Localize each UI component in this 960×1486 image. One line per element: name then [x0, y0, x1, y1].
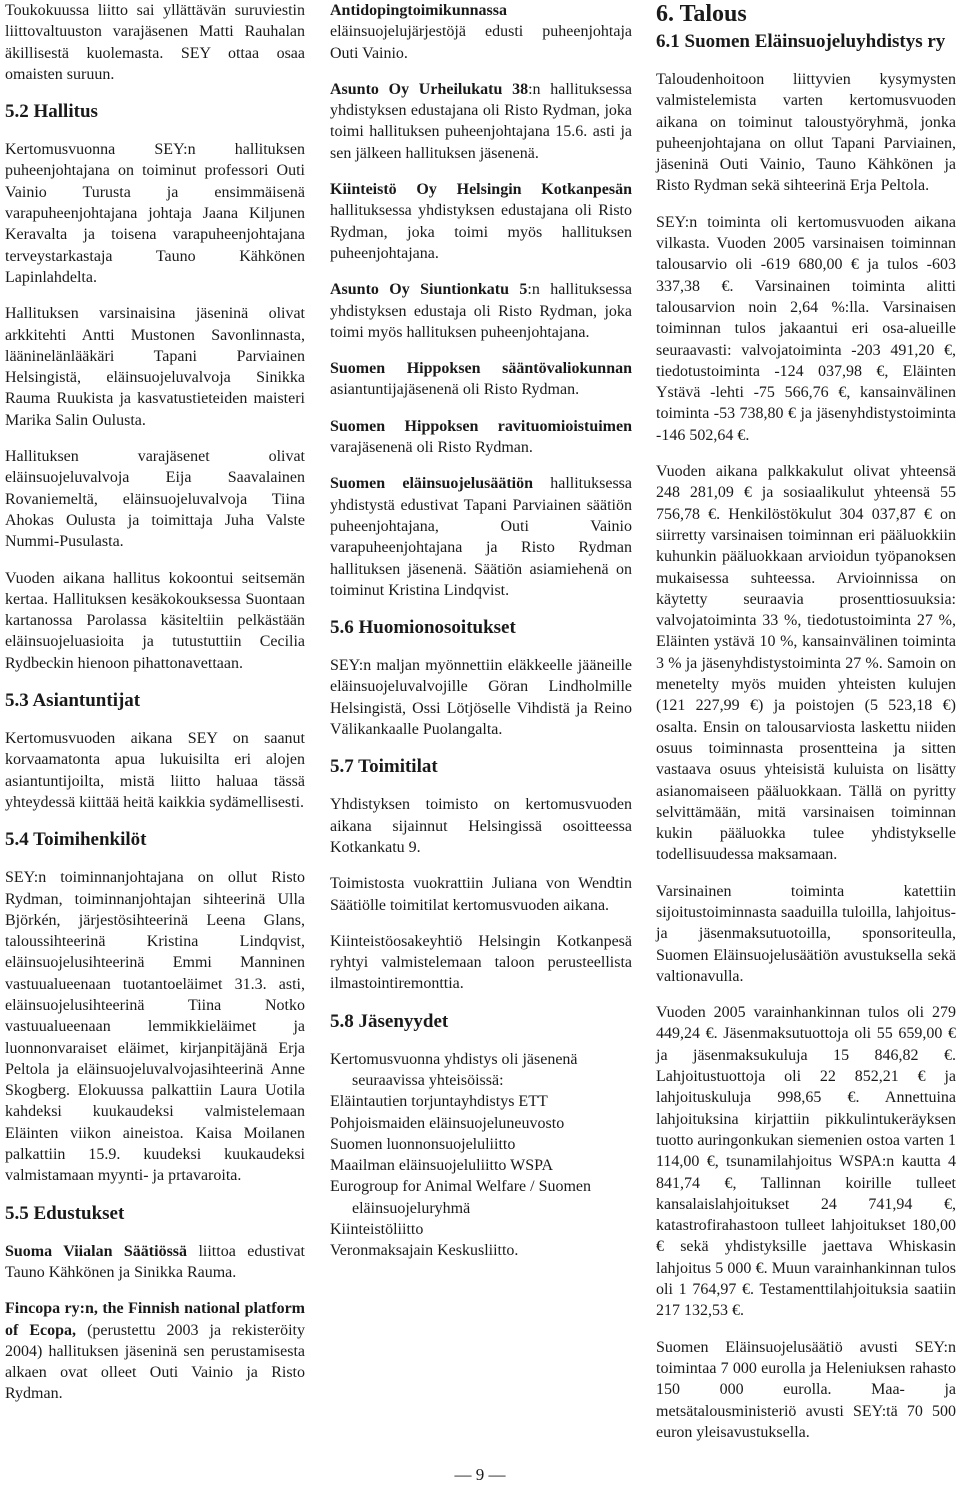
lead-text: Asunto Oy Urheilukatu 38 — [330, 80, 529, 98]
heading-hallitus: 5.2 Hallitus — [5, 101, 98, 123]
body-text: :n hallituksessa yhdistyksen edustajana oli Risto Rydman, joka toimi hallituksen puheenjohtajana 15.6. asti ja sen jälkeen hallituksen jäsenenä. — [330, 80, 633, 162]
foundation-paragraph — [330, 473, 632, 601]
body-text: hallituksessa yhdistyksen edustajana oli Risto Rydman, joka toimi myös hallituksen puheenjohtajana. — [330, 202, 632, 262]
list-item: Pohjoismaiden eläinsuojeluneuvosto — [330, 1114, 565, 1132]
column-right — [656, 0, 956, 1458]
lead-text: Suomen Hippoksen ravituomioistuimen — [330, 417, 632, 435]
heading-edustukset: 5.5 Edustukset — [5, 1202, 125, 1224]
heading-sey-finance: 6.1 Suomen Eläinsuojeluyhdistys ry — [656, 31, 946, 52]
renovation-paragraph: Kiinteistöosakeyhtiö Helsingin Kotkanpesä ryhtyi valmistelemaan taloon perusteellista ilmastointiremonttia. — [330, 932, 632, 993]
board-meetings-paragraph: Vuoden aikana hallitus kokoontui seitsemän kertaa. Hallituksen kesäkokouksessa Suontaan kartanossa Parolassa käsiteltiin pelkästään eläinsuojeluasioita ja tutustuttiin Cecilia Rydbeckin hienoon pihattonavettaan. — [5, 569, 305, 672]
list-item: Eurogroup for Animal Welfare / Suomen eläinsuojeluryhmä — [330, 1178, 592, 1217]
office-location-paragraph: Yhdistyksen toimisto on kertomusvuoden aikana sijainnut Helsingissä osoitteessa Kotkankatu 9. — [330, 796, 632, 856]
memberships-list — [330, 1049, 632, 1262]
lead-text: Antidopingtoimikunnassa — [330, 2, 507, 19]
representation-fincopa-paragraph — [5, 1298, 305, 1404]
office-rental-paragraph: Toimistosta vuokrattiin Juliana von Wendtin Säätiölle toimitilat kertomusvuoden aikana. — [330, 875, 632, 914]
lead-text: Asunto Oy Siuntionkatu 5 — [330, 281, 528, 299]
column-middle — [330, 0, 632, 1262]
page-number: — 9 — — [454, 1465, 506, 1484]
urheilukatu-paragraph — [330, 79, 632, 164]
list-item: Suomen luonnonsuojeluliitto — [330, 1135, 516, 1153]
heading-talous: 6. Talous — [656, 1, 747, 27]
body-text: eläinsuojelujärjestöjä edusti puheenjohtaja Outi Vainio. — [330, 23, 632, 62]
lead-text: Kiinteistö Oy Helsingin Kotkanpesän — [330, 181, 632, 199]
heading-toimihenkilot: 5.4 Toimihenkilöt — [5, 829, 147, 851]
body-text: :n hallituksessa yhdistyksen edustaja oli Risto Rydman, joka toimi myös hallituksen puheenjohtajana. — [330, 281, 632, 341]
heading-toimitilat: 5.7 Toimitilat — [330, 756, 438, 778]
lead-text: Fincopa ry:n, the Finnish national platform of Ecopa, — [5, 1300, 305, 1339]
list-item: Eläintautien torjuntayhdistys ETT — [330, 1093, 548, 1111]
heading-huomionosoitukset: 5.6 Huomionosoitukset — [330, 617, 516, 639]
board-deputies-paragraph: Hallituksen varajäsenet olivat eläinsuojeluvalvoja Eija Saavalainen Rovaniemeltä, eläinsuojeluvalvoja Tiina Ahokas Oulusta ja toimittaja Juha Valste Nummi-Pusulasta. — [5, 448, 305, 551]
body-text: hallituksessa yhdistystä edustivat Tapani Parviainen säätiön puheenjohtajana, Outi Vainio varapuheenjohtajana ja Risto Rydman hallituksen jäsenenä. Säätiön asiamiehenä on toiminut Kristina Lindqvist. — [330, 475, 633, 599]
grants-paragraph: Suomen Eläinsuojelusäätiö avusti SEY:n toimintaa 7 000 eurolla ja Heleniuksen rahasto 150 000 eurolla. Maa- ja metsätalousministeriö avusti SEY:tä 70 500 euron yleisavustuksella. — [656, 1338, 956, 1441]
column-left — [5, 0, 305, 1420]
body-text: (perustettu 2003 ja rekisteröity 2004) hallituksen jäseninä sen perustamisesta alkaen ovat olleet Outi Vainio ja Risto Rydman. — [5, 1321, 305, 1403]
hippos-rules-paragraph — [330, 358, 632, 401]
list-item: Kiinteistöliitto — [330, 1221, 424, 1239]
kotkanpesa-paragraph — [330, 179, 632, 264]
finance-group-paragraph: Taloudenhoitoon liittyvien kysymysten valmistelemista varten kertomusvuoden aikana on toiminut taloustyöryhmä, jonka puheenjohtajana on ollut Tapani Parviainen, jäseninä Outi Vainio, Tauno Kähkönen ja Risto Rydman sekä sihteerinä Erja Peltola. — [656, 71, 956, 195]
awards-paragraph: SEY:n maljan myönnettiin eläkkeelle jääneille eläinsuojeluvalvojille Göran Lindholmille Helsingistä, Ossi Lötjöselle Vihdistä ja Reino Välikankaalle Puolangalta. — [330, 657, 632, 739]
body-text: varajäsenenä oli Risto Rydman. — [330, 439, 533, 457]
antidoping-paragraph — [330, 0, 632, 64]
heading-jasenyydet: 5.8 Jäsenyydet — [330, 1010, 449, 1032]
fundraising-paragraph: Vuoden 2005 varainhankinnan tulos oli 279 449,24 €. Jäsenmaksutuottoja oli 55 659,00 € ja jäsenmaksukuluja 15 846,82 €. Lahjoitustuottoja oli 22 852,21 € ja lahjoituskuluja 998,65 €. Annettuina lahjoituksina kirjattiin pikkulintukeräyksen tuotto auringonkukan siemenien ostoa varten 1 114,00 €, tsunamilahjoitus WSPA:n kautta 4 841,74 €, Tallinnan koirille tulleet kansalaislahjoitukset 24 741,94 €, katastrofirahastoon tulleet lahjoitukset 180,00 € sekä yhdistyksille jaettava Whiskasin lahjoitus 5 000 €. Muun varainhankinnan tulos oli 1 764,97 €. Testamenttilahjoituksia saatiin 217 132,53 €. — [656, 1004, 956, 1320]
siuntionkatu-paragraph — [330, 279, 632, 343]
experts-paragraph: Kertomusvuoden aikana SEY on saanut korvaamatonta apua lukuisilta eri alojen asiantuntijoilta, mistä liitto haluaa tässä yhteydessä kiittää heitä kaikkia sydämellisesti. — [5, 730, 305, 811]
list-item: Veronmaksajain Keskusliitto. — [330, 1242, 519, 1260]
lead-text: Suomen eläinsuojelusäätiön — [330, 475, 534, 493]
staff-paragraph: SEY:n toiminnanjohtajana on ollut Risto Rydman, toiminnanjohtajan sihteerinä Ulla Björkén, järjestösihteerinä Leena Glans, taloussihteerinä Kristina Lindqvist, eläinsuojelusihteerinä Emmi Manninen vastuualueenaan tuotantoeläimet 31.3. asti, eläinsuojelusihteerinä Tiina Notko vastuualueenaan lemmikkieläimet ja luonnonvaraiset eläimet, kirjanpitäjänä Erja Peltola ja eläinsuojeluvalvojasihteerinä Anne Skogberg. Elokuussa palkattiin Laura Uotila kahdeksi kuukaudeksi valmistelemaan Eläinten viikon aineistoa. Kaisa Moilanen palkattiin 15.9. kuudeksi kuukaudeksi valmistamaan myynti- ja prtavaroita. — [5, 869, 305, 1185]
hippos-court-paragraph — [330, 416, 632, 459]
funding-paragraph: Varsinainen toiminta katettiin sijoitustoiminnasta saaduilla tuloilla, lahjoitus- ja jäsenmaksutuotoilla, sponsoriteulla, Suomen Eläinsuojelusäätiön avustuksella sekä valtionavulla. — [656, 882, 956, 985]
body-text: liittoa edustivat Tauno Kähkönen ja Sinikka Rauma. — [5, 1242, 305, 1281]
body-text: asiantuntijajäsenenä oli Risto Rydman. — [330, 381, 580, 399]
board-chair-paragraph: Kertomusvuonna SEY:n hallituksen puheenjohtajana on toiminut professori Outi Vainio Turusta ja ensimmäisenä varapuheenjohtajana johtaja Jaana Kiljunen Keravalta ja toisena varapuheenjohtajana terveystarkastaja Tauno Kähkönen Lapinlahdelta. — [5, 141, 305, 286]
list-item: Kertomusvuonna yhdistys oli jäsenenä seuraavissa yhteisöissä: — [330, 1050, 578, 1089]
condolence-paragraph: Toukokuussa liitto sai yllättävän suruviestin liittovaltuuston varajäsenen Matti Rauhalan äkillisestä kuolemasta. SEY ottaa osaa omaisten suruun. — [5, 2, 305, 83]
personnel-costs-paragraph: Vuoden aikana palkkakulut olivat yhteensä 248 281,09 € ja sosiaalikulut yhteensä 55 756,78 €. Henkilöstökulut 304 037,87 € on siirretty varsinaisen toiminnan eri pääluokkiin kuhunkin pääluokkaan arvioidun työpanoksen mukaisessa suhteessa. Arvioinnissa on käytetty seuraavia prosenttiosuuksia: valvojatoiminta 33 %, tiedotustoiminta 27 %, Eläinten ystävä 10 %, kansainvälinen toiminta 3 % ja jäsenyhdistystoiminta 27 %. Samoin on menetelty myös muiden yhteisten kulujen (121 227,99 €) ja poistojen (5 523,18 €) osalta. Ensin on talousarviosta laskettu niiden osuus toiminnasta prosentteina ja sitten vastaava osuus yhteisistä kuluista on lisätty asianomaiseen pääluokkaan. Tällä on pyritty selvittämään, mitä varsinaisen toiminnan kukin pääluokka tulee yhdistykselle todellisuudessa maksamaan. — [656, 463, 956, 864]
board-members-paragraph: Hallituksen varsinaisina jäseninä olivat arkkitehti Antti Mustonen Savonlinnasta, lääninelänlääkäri Tapani Parviainen Helsingistä, eläinsuojeluvalvoja Sinikka Rauma Ruukista ja kasvatustieteiden maisteri Marika Salin Oulusta. — [5, 305, 305, 429]
lead-text: Suomen Hippoksen sääntövaliokunnan — [330, 360, 632, 378]
lead-text: Suoma Viialan Säätiössä — [5, 1242, 188, 1260]
budget-paragraph: SEY:n toiminta oli kertomusvuoden aikana vilkasta. Vuoden 2005 varsinaisen toiminnan talousarvio oli -619 680,00 € ja tulos -603 337,38 €. Varsinainen toiminta alitti talousarvion noin 2,64 %:lla. Varsinaisen toiminnan tulos jakaantui eri osa-alueille seuraavasti: valvojatoiminta -203 491,20 €, tiedotustoiminta -124 037,98 €, Eläinten Ystävä -lehti -75 566,76 €, kansainvälinen toiminta -53 738,80 € ja jäsenyhdistystoiminta -146 502,64 €. — [656, 213, 956, 444]
representation-viiala-paragraph — [5, 1241, 305, 1284]
heading-asiantuntijat: 5.3 Asiantuntijat — [5, 690, 141, 712]
list-item: Maailman eläinsuojeluliitto WSPA — [330, 1157, 554, 1175]
